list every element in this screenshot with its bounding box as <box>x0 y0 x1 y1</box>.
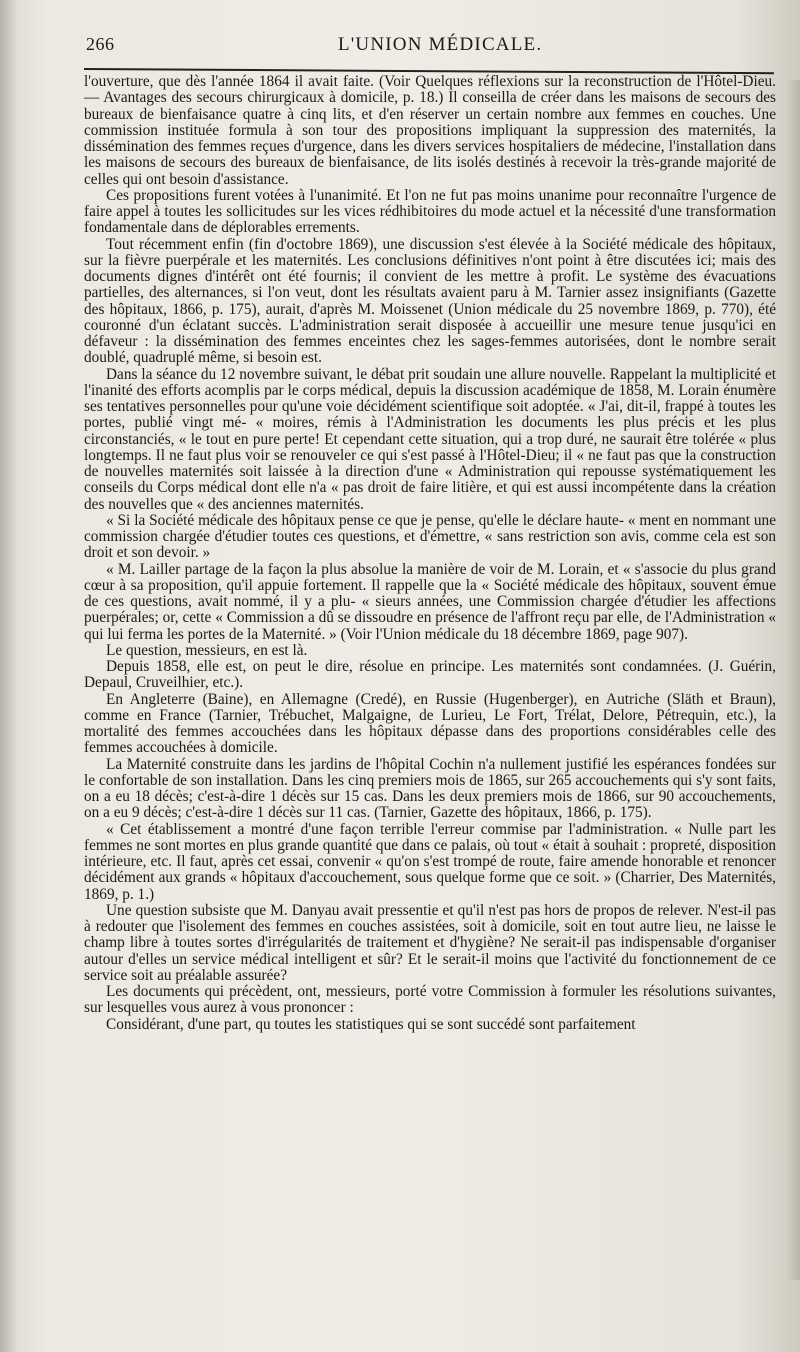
paragraph: Le question, messieurs, en est là. <box>106 641 308 659</box>
paragraph: Ces propositions furent votées à l'unanimité. Et l'on ne fut pas moins unanime pour reconnaître l'urgence de faire appel à toutes les sollicitudes sur les vices rédhibitoires du mode actuel et la nécessité d'une transformation fondamentale dans de déplorables errements. <box>84 186 776 237</box>
article-body <box>84 74 776 1033</box>
page-edge-shadow <box>786 80 800 1280</box>
paragraph: « M. Lailler partage de la façon la plus absolue la manière de voir de M. Lorain, et « s'associe du plus grand cœur à sa proposition, qu'il appuie fortement. Il rappelle que la « Société médicale des hôpitaux, souvent émue de ces questions, avait nommé, il y a plu- « sieurs années, une Commission chargée d'étudier les affections puerpérales; or, cette « Commission a dû se dissoudre en présence de l'affront reçu par elle, de l'Administration « qui lui ferma les portes de la Maternité. » (Voir l'Union médicale du 18 décembre 1869, page 907). <box>84 560 776 643</box>
page-number: 266 <box>86 34 115 54</box>
paragraph: En Angleterre (Baine), en Allemagne (Credé), en Russie (Hugenberger), en Autriche (Släth et Braun), comme en France (Tarnier, Trébuchet, Malgaigne, de Lurieu, Le Fort, Trélat, Delore, Pétrequin, etc.), la mortalité des femmes accouchées dans les hôpitaux dépasse dans des proportions considérables celle des femmes accouchées à domicile. <box>84 690 776 757</box>
paragraph: Tout récemment enfin (fin d'octobre 1869), une discussion s'est élevée à la Société médicale des hôpitaux, sur la fièvre puerpérale et les maternités. Les conclusions définitives n'ont point à être discutées ici; mais des documents dignes d'intérêt ont été fournis; il convient de les mettre à profit. Le système des évacuations partielles, des alternances, si l'on veut, dont les résultats avaient paru à M. Tarnier assez insignifiants (Gazette des hôpitaux, 1866, p. 175), aurait, d'après M. Moissenet (Union médicale du 25 novembre 1869, p. 770), été couronné d'un éclatant succès. L'administration serait disposée à accueillir une mesure tenue jusqu'ici en défaveur : la dissémination des femmes enceintes chez les sages-femmes autorisées, dont le nombre serait doublé, quadruplé même, si besoin est. <box>84 235 776 367</box>
paragraph: Considérant, d'une part, qu toutes les statistiques qui se sont succédé sont parfaitement <box>106 1015 636 1033</box>
paragraph: Depuis 1858, elle est, on peut le dire, résolue en principe. Les maternités sont condamnées. (J. Guérin, Depaul, Cruveilhier, etc.). <box>84 658 776 692</box>
paragraph: l'ouverture, que dès l'année 1864 il avait faite. (Voir Quelques réflexions sur la reconstruction de l'Hôtel-Dieu. — Avantages des secours chirurgicaux à domicile, p. 18.) Il conseilla de créer dans les maisons de secours des bureaux de bienfaisance quatre à cinq lits, et d'en réserver un certain nombre aux femmes en couches. Une commission instituée formula à son tour des propositions impliquant la suppression des maternités, la dissémination des femmes reçues d'urgence, dans les divers services hospitaliers de médecine, l'installation dans les maisons de secours des bureaux de bienfaisance, de lits isolés destinés à recevoir la très-grande majorité de celles qui ont besoin d'assistance. <box>84 73 776 188</box>
paragraph: Dans la séance du 12 novembre suivant, le débat prit soudain une allure nouvelle. Rappelant la multiplicité et l'inanité des efforts acomplis par le corps médical, depuis la discussion académique de 1858, M. Lorain énumère ses tentatives personnelles pour qu'une voie décidément scientifique soit adoptée. « J'ai, dit-il, frappé à toutes les portes, publié vingt mé- « moires, rémis à l'Administration les documents les plus précis et les plus circonstanciés, « le tout en pure perte! Et cependant cette situation, qui a trop duré, ne saurait être tolérée « plus longtemps. Il ne faut plus voir se renouveler ce qui s'est passé à l'Hôtel-Dieu; il « ne faut pas que la construction de nouvelles maternités soit laissée à la direction d'une « Administration qui repousse systématiquement les conseils du Corps médical dont elle n'a « pas droit de faire litière, et qui est aussi incompétente dans la création des nouvelles que « des anciennes maternités. <box>84 365 776 513</box>
paragraph: « Cet établissement a montré d'une façon terrible l'erreur commise par l'administration. « Nulle part les femmes ne sont mortes en plus grande quantité que dans ce palais, où tout « était à souhait : propreté, disposition intérieure, etc. Il faut, après cet essai, convenir « qu'on s'est trompé de route, faire amende honorable et renoncer décidément aux grands « hôpitaux d'accouchement, sous quelque forme que ce soit. » (Charrier, Des Maternités, 1869, p. 1.) <box>84 820 776 903</box>
page-header <box>0 0 800 70</box>
paragraph: « Si la Société médicale des hôpitaux pense ce que je pense, qu'elle le déclare haute- « ment en nommant une commission chargée d'étudier toutes ces questions, et d'émettre, « sans restriction son avis, comme cela est son droit et son devoir. » <box>84 511 776 562</box>
paragraph: Une question subsiste que M. Danyau avait pressentie et qu'il n'est pas hors de propos de relever. N'est-il pas à redouter que l'isolement des femmes en couches assistées, soit à domicile, soit en tout autre lieu, ne laisse le champ libre à toutes sortes d'irrégularités de traitement et d'hygiène? Ne serait-il pas indispensable d'organiser autour d'elles un service médical intelligent et sûr? Et le serait-il moins que l'activité du fonctionnement de ce service soit au préalable assurée? <box>84 901 776 984</box>
paragraph: La Maternité construite dans les jardins de l'hôpital Cochin n'a nullement justifié les espérances fondées sur le confortable de son installation. Dans les cinq premiers mois de 1865, sur 265 accouchements qui s'y sont faits, on a eu 18 décès; c'est-à-dire 1 décès sur 15 cas. Dans les deux premiers mois de 1866, sur 90 accouchements, on a eu 9 décès; c'est-à-dire 1 décès sur 11 cas. (Tarnier, Gazette des hôpitaux, 1866, p. 175). <box>84 755 776 822</box>
running-title: L'UNION MÉDICALE. <box>338 34 543 55</box>
page-gutter-shadow <box>0 0 18 1352</box>
paragraph: Les documents qui précèdent, ont, messieurs, porté votre Commission à formuler les résolutions suivantes, sur lesquelles vous aurez à vous prononcer : <box>84 983 776 1017</box>
